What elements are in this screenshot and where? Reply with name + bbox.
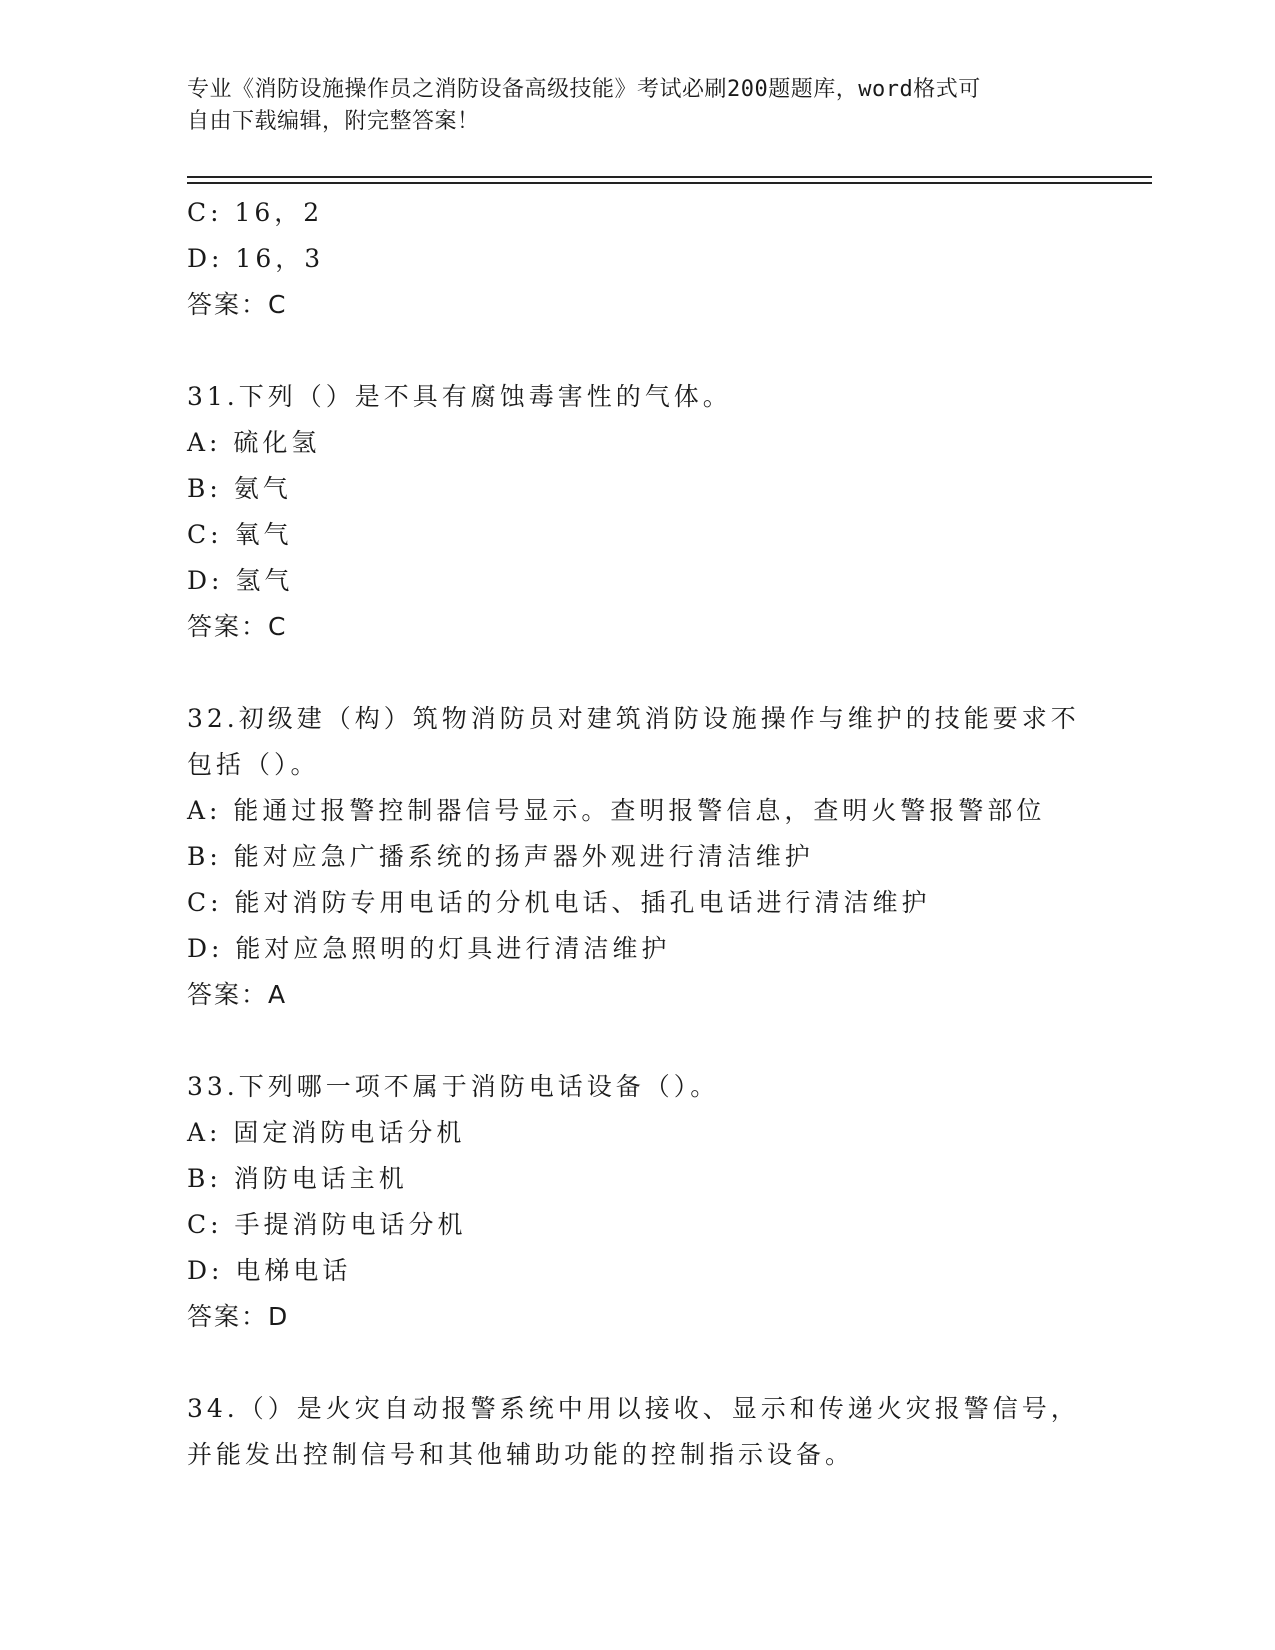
- question-33: [187, 1064, 1087, 1340]
- header-divider-top: [187, 176, 1152, 178]
- header-divider-bottom: [187, 182, 1152, 184]
- option-b: B: 消防电话主机: [187, 1164, 408, 1193]
- option-d: D: 电梯电话: [187, 1256, 352, 1285]
- option-a: A: 能通过报警控制器信号显示。查明报警信息，查明火警报警部位: [187, 796, 1046, 825]
- question-list: [187, 190, 1087, 1478]
- question-32: [187, 696, 1087, 1018]
- header-title-line-1: 专业《消防设施操作员之消防设备高级技能》考试必刷200题题库，word格式可: [187, 77, 981, 102]
- option-c: C: 氧气: [187, 520, 293, 549]
- option-d: D: 16，3: [187, 244, 325, 273]
- spacer: [187, 1018, 1087, 1064]
- option-c: C: 16，2: [187, 198, 324, 227]
- option-d: D: 能对应急照明的灯具进行清洁维护: [187, 934, 671, 963]
- question-30-tail: [187, 190, 1087, 328]
- question-text: 32.初级建（构）筑物消防员对建筑消防设施操作与维护的技能要求不包括（）。: [187, 704, 1080, 779]
- spacer: [187, 1340, 1087, 1386]
- option-d: D: 氢气: [187, 566, 294, 595]
- question-34: [187, 1386, 1087, 1478]
- answer-line: 答案：A: [187, 980, 288, 1009]
- option-c: C: 手提消防电话分机: [187, 1210, 467, 1239]
- option-c: C: 能对消防专用电话的分机电话、插孔电话进行清洁维护: [187, 888, 931, 917]
- answer-line: 答案：C: [187, 612, 288, 641]
- question-text: 33.下列哪一项不属于消防电话设备（）。: [187, 1072, 720, 1101]
- option-a: A: 硫化氢: [187, 428, 321, 457]
- option-a: A: 固定消防电话分机: [187, 1118, 466, 1147]
- question-text: 31.下列（）是不具有腐蚀毒害性的气体。: [187, 382, 732, 411]
- spacer: [187, 328, 1087, 374]
- header-title-line-2: 自由下载编辑，附完整答案！: [187, 109, 480, 134]
- question-text: 34.（）是火灾自动报警系统中用以接收、显示和传递火灾报警信号，并能发出控制信号和其他辅助功能的控制指示设备。: [187, 1394, 1080, 1469]
- document-header: [187, 74, 1087, 138]
- answer-line: 答案：C: [187, 290, 288, 319]
- option-b: B: 氨气: [187, 474, 292, 503]
- option-b: B: 能对应急广播系统的扬声器外观进行清洁维护: [187, 842, 814, 871]
- spacer: [187, 650, 1087, 696]
- question-31: [187, 374, 1087, 650]
- answer-line: 答案：D: [187, 1302, 290, 1331]
